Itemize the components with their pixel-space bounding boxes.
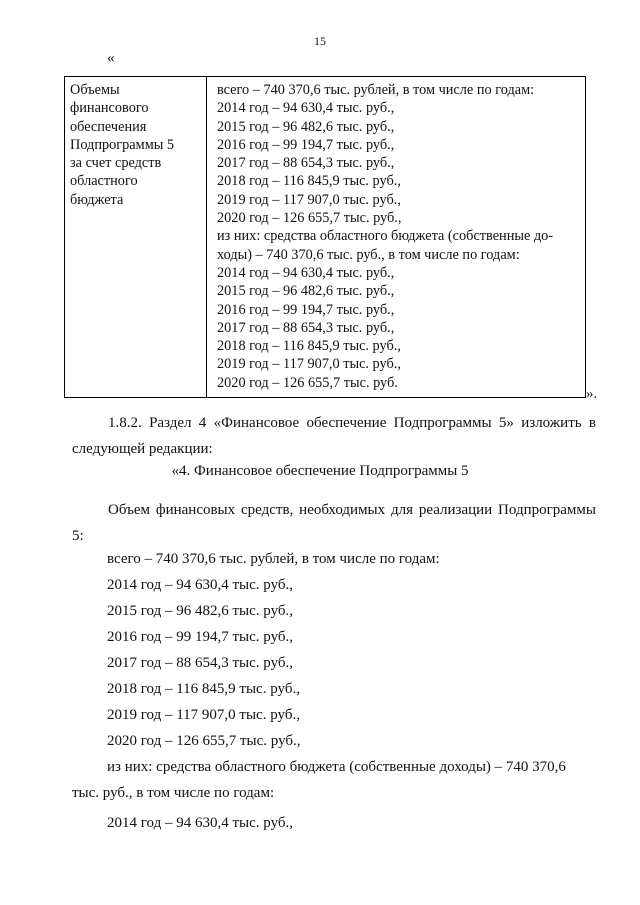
paragraph-line: 5: xyxy=(72,528,84,544)
body-line: 2020 год – 126 655,7 тыс. руб., xyxy=(107,733,301,749)
value-line: 2020 год – 126 655,7 тыс. руб., xyxy=(217,210,402,227)
label-line: областного xyxy=(70,173,138,190)
value-line: из них: средства областного бюджета (собственные до- xyxy=(217,228,554,245)
body-line: тыс. руб., в том числе по годам: xyxy=(72,785,275,801)
label-line: финансового xyxy=(70,100,149,117)
body-line: 2017 год – 88 654,3 тыс. руб., xyxy=(107,655,294,671)
value-line: 2014 год – 94 630,4 тыс. руб., xyxy=(217,264,395,281)
value-line: 2017 год – 88 654,3 тыс. руб., xyxy=(217,155,395,172)
value-line: 2019 год – 117 907,0 тыс. руб., xyxy=(217,191,401,208)
value-line: ходы) – 740 370,6 тыс. руб., в том числе по годам: xyxy=(217,246,520,263)
label-line: за счет средств xyxy=(70,155,162,172)
value-line: 2020 год – 126 655,7 тыс. руб. xyxy=(217,374,398,391)
page-number: 15 xyxy=(314,34,326,48)
value-line: 2015 год – 96 482,6 тыс. руб., xyxy=(217,118,395,135)
body-line: 2015 год – 96 482,6 тыс. руб., xyxy=(107,603,294,619)
body-line: из них: средства областного бюджета (собственные доходы) – 740 370,6 xyxy=(107,759,566,775)
paragraph-line: 1.8.2. Раздел 4 «Финансовое обеспечение Подпрограммы 5» изложить в xyxy=(108,415,596,431)
body-line: 2014 год – 94 630,4 тыс. руб., xyxy=(107,577,294,593)
label-line: обеспечения xyxy=(70,118,147,135)
value-line: 2016 год – 99 194,7 тыс. руб., xyxy=(217,136,395,153)
table-value-cell xyxy=(207,77,586,398)
intro-paragraph xyxy=(72,497,596,549)
value-line: 2014 год – 94 630,4 тыс. руб., xyxy=(217,100,395,117)
paragraph-line: Объем финансовых средств, необходимых для реализации Подпрограммы xyxy=(108,502,596,518)
value-line: 2018 год – 116 845,9 тыс. руб., xyxy=(217,173,401,190)
amendment-paragraph xyxy=(72,410,596,462)
body-line: 2014 год – 94 630,4 тыс. руб., xyxy=(107,815,294,831)
value-line: 2015 год – 96 482,6 тыс. руб., xyxy=(217,283,395,300)
value-line: 2018 год – 116 845,9 тыс. руб., xyxy=(217,338,401,355)
opening-quote: « xyxy=(107,50,115,66)
table-row xyxy=(65,77,586,398)
paragraph-line: следующей редакции: xyxy=(72,441,213,457)
label-line: бюджета xyxy=(70,191,124,208)
closing-quote: ». xyxy=(586,386,598,402)
section-heading: «4. Финансовое обеспечение Подпрограммы 5 xyxy=(171,463,469,479)
value-line: 2019 год – 117 907,0 тыс. руб., xyxy=(217,356,401,373)
label-line: Объемы xyxy=(70,82,120,98)
financing-table xyxy=(64,76,586,398)
value-line: 2017 год – 88 654,3 тыс. руб., xyxy=(217,319,395,336)
label-line: Подпрограммы 5 xyxy=(70,136,175,153)
body-line: 2016 год – 99 194,7 тыс. руб., xyxy=(107,629,294,645)
table-label-cell xyxy=(65,77,207,398)
body-line: всего – 740 370,6 тыс. рублей, в том числе по годам: xyxy=(107,551,440,567)
body-line: 2019 год – 117 907,0 тыс. руб., xyxy=(107,707,300,723)
value-line: 2016 год – 99 194,7 тыс. руб., xyxy=(217,301,395,318)
value-line: всего – 740 370,6 тыс. рублей, в том числе по годам: xyxy=(217,82,535,98)
body-line: 2018 год – 116 845,9 тыс. руб., xyxy=(107,681,300,697)
